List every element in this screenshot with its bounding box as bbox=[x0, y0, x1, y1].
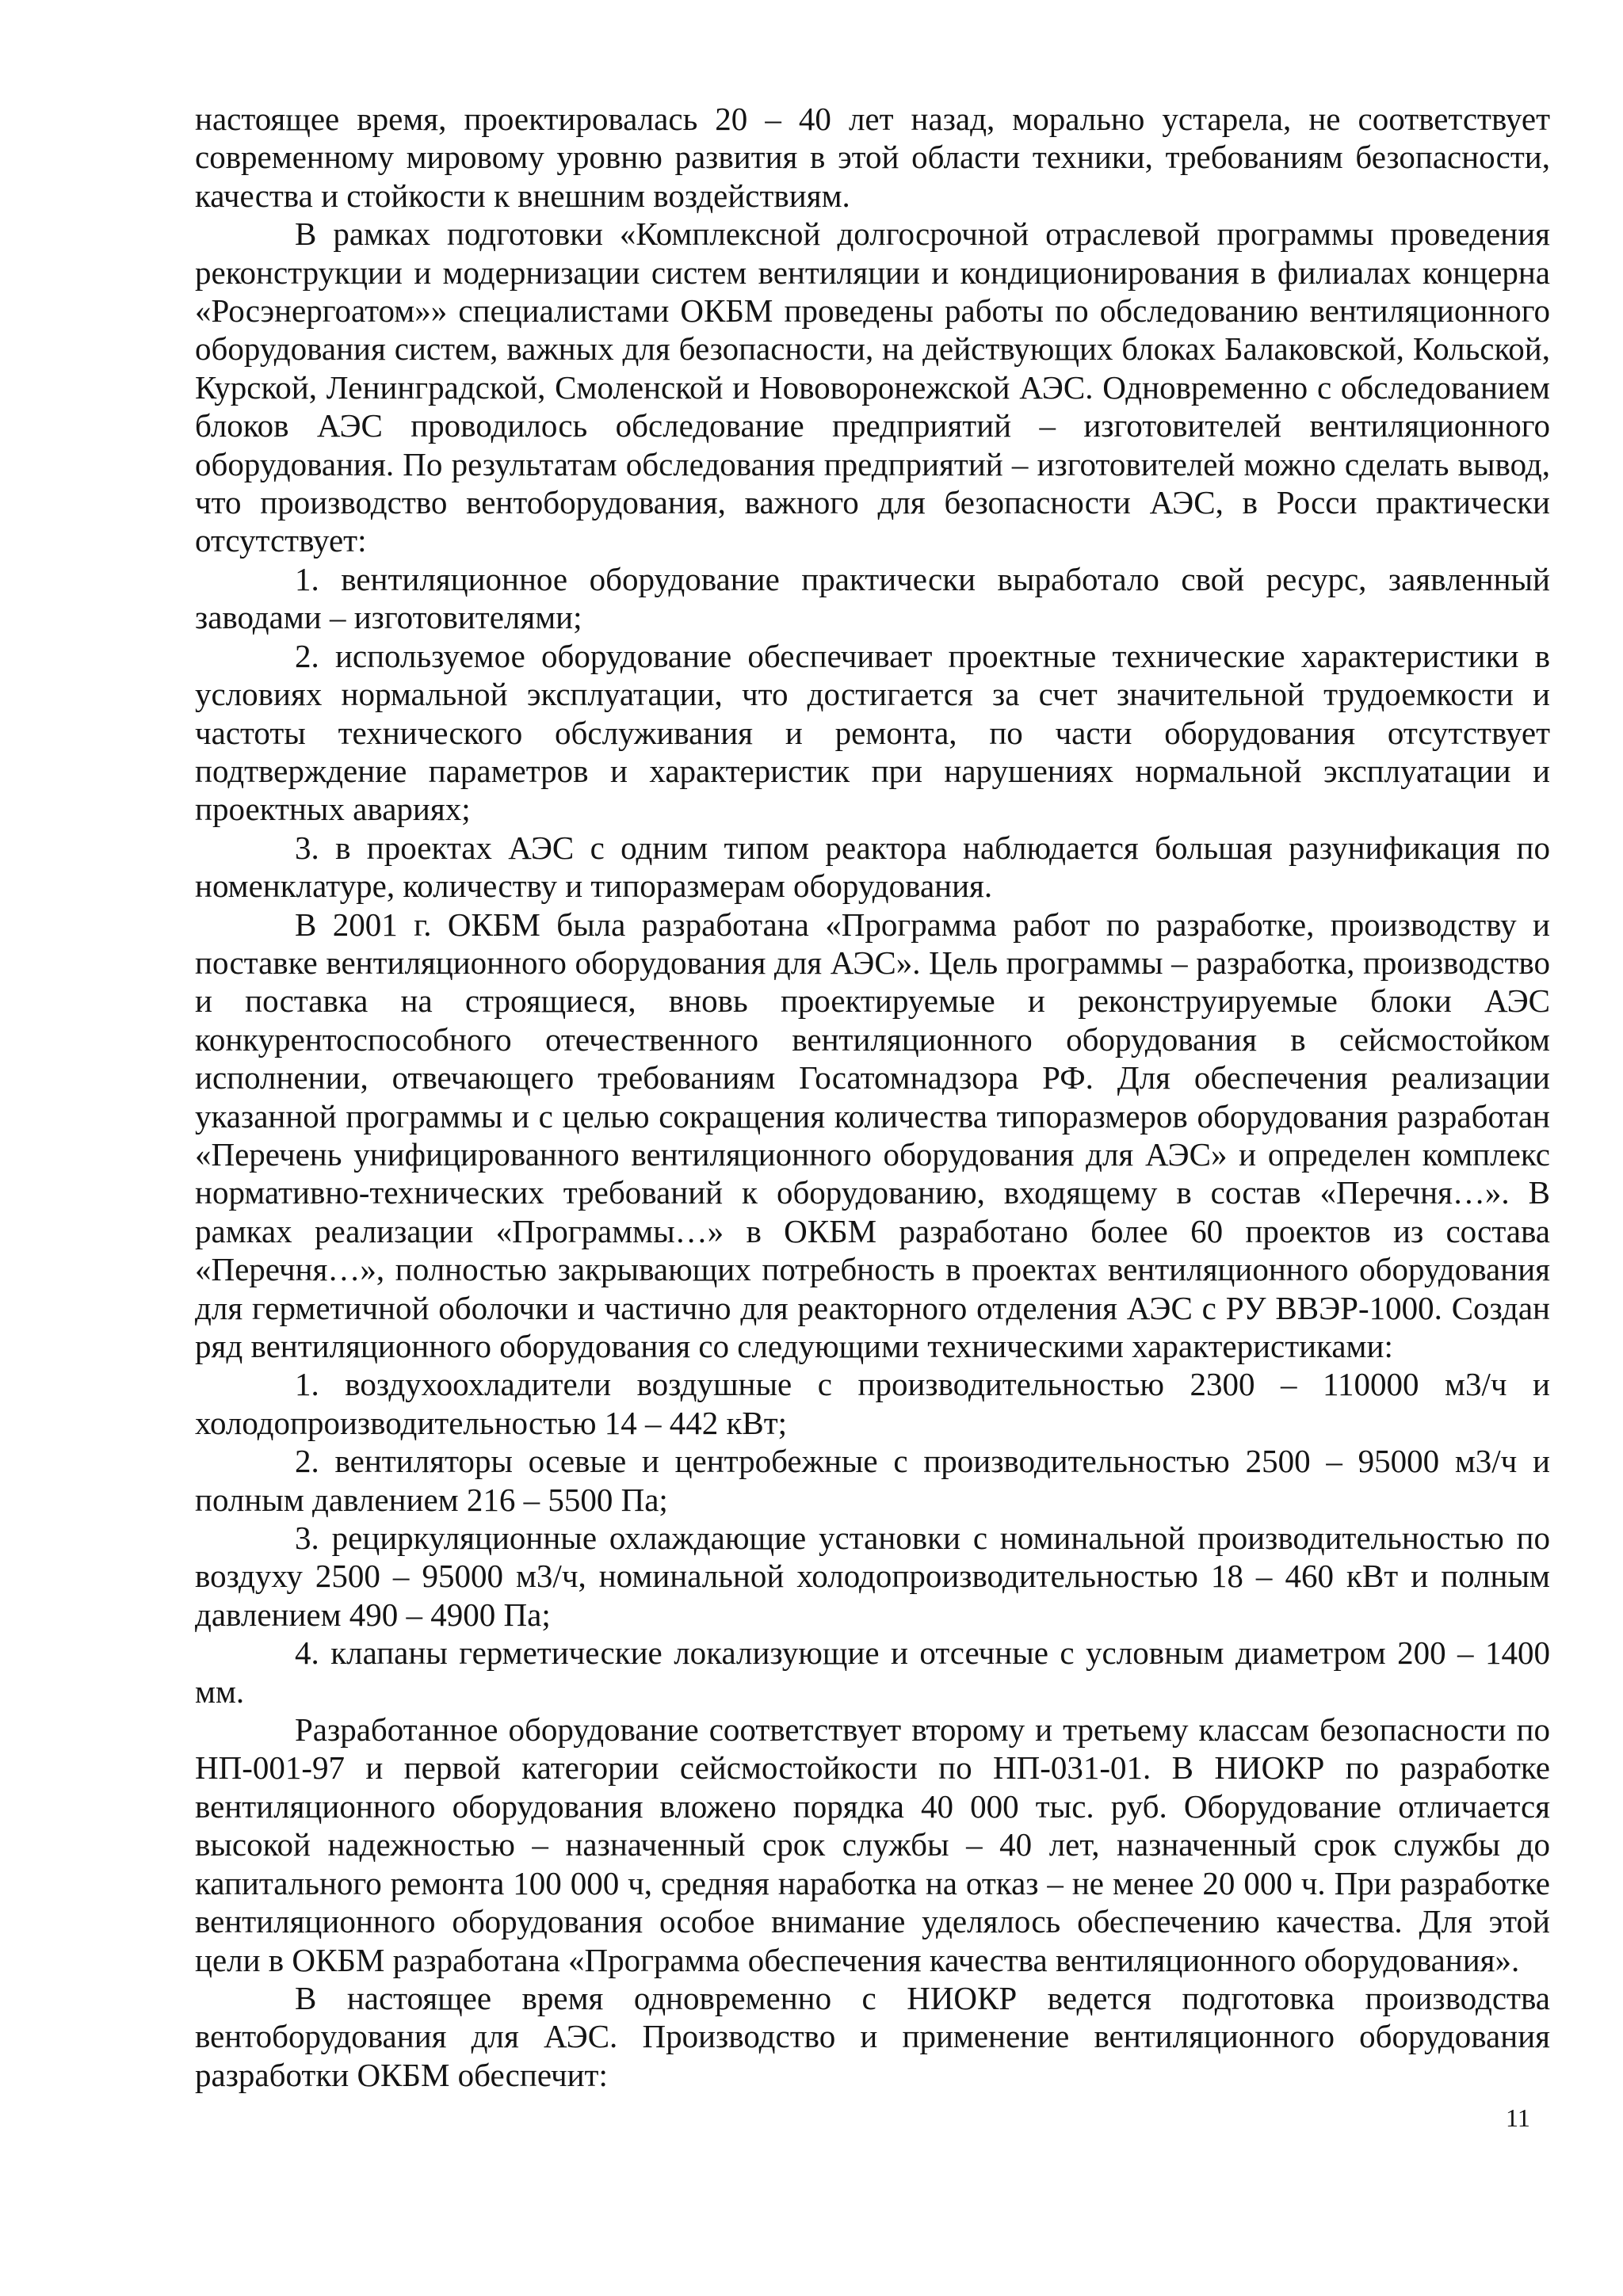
document-body bbox=[195, 100, 1550, 2094]
spec-item-4: 4. клапаны герметические локализующие и отсечные с условным диаметром 200 – 1400 мм. bbox=[195, 1634, 1550, 1710]
paragraph-safety-class: Разработанное оборудование соответствует второму и третьему классам безопасности по НП-001-97 и первой категории сейсмостойкости по НП-031-01. В НИОКР по разработке вентиляционного оборудования вложено порядка 40 000 тыс. руб. Оборудование отличается высокой надежностью – назначенный срок службы – 40 лет, назначенный срок службы до капитального ремонта 100 000 ч, средняя наработка на отказ – не менее 20 000 ч. При разработке вентиляционного оборудования особое внимание уделялось обеспечению качества. Для этой цели в ОКБМ разработана «Программа обеспечения качества вентиляционного оборудования». bbox=[195, 1711, 1550, 1978]
list-item-3: 3. в проектах АЭС с одним типом реактора наблюдается большая разунификация по номенклатуре, количеству и типоразмерам оборудования. bbox=[195, 829, 1550, 905]
page-number: 11 bbox=[1506, 2103, 1530, 2132]
spec-item-1: 1. воздухоохладители воздушные с производительностью 2300 – 110000 м3/ч и холодопроизводительностью 14 – 442 кВт; bbox=[195, 1366, 1550, 1441]
paragraph-survey: В рамках подготовки «Комплексной долгосрочной отраслевой программы проведения реконструкции и модернизации систем вентиляции и кондиционирования в филиалах концерна «Росэнергоатом»» специалистами ОКБМ проведены работы по обследованию вентиляционного оборудования систем, важных для безопасности, на действующих блоках Балаковской, Кольской, Курской, Ленинградской, Смоленской и Нововоронежской АЭС. Одновременно с обследованием блоков АЭС проводилось обследование предприятий – изготовителей вентиляционного оборудования. По результатам обследования предприятий – изготовителей можно сделать вывод, что производство вентоборудования, важного для безопасности АЭС, в Росси практически отсутствует: bbox=[195, 215, 1550, 559]
spec-item-3: 3. рециркуляционные охлаждающие установки с номинальной производительностью по воздуху 2500 – 95000 м3/ч, номинальной холодопроизводительностью 18 – 460 кВт и полным давлением 490 – 4900 Па; bbox=[195, 1520, 1550, 1633]
paragraph-production: В настоящее время одновременно с НИОКР ведется подготовка производства вентоборудования для АЭС. Производство и применение вентиляционного оборудования разработки ОКБМ обеспечит: bbox=[195, 1979, 1550, 2093]
paragraph-continuation: настоящее время, проектировалась 20 – 40 лет назад, морально устарела, не соответствует современному мировому уровню развития в этой области техники, требованиям безопасности, качества и стойкости к внешним воздействиям. bbox=[195, 101, 1550, 214]
list-item-1: 1. вентиляционное оборудование практически выработало свой ресурс, заявленный заводами – изготовителями; bbox=[195, 560, 1550, 636]
list-item-2: 2. используемое оборудование обеспечивает проектные технические характеристики в условиях нормальной эксплуатации, что достигается за счет значительной трудоемкости и частоты технического обслуживания и ремонта, по части оборудования отсутствует подтверждение параметров и характеристик при нарушениях нормальной эксплуатации и проектных авариях; bbox=[195, 637, 1550, 828]
spec-item-2: 2. вентиляторы осевые и центробежные с производительностью 2500 – 95000 м3/ч и полным давлением 216 – 5500 Па; bbox=[195, 1443, 1550, 1518]
paragraph-program-2001: В 2001 г. ОКБМ была разработана «Программа работ по разработке, производству и поставке вентиляционного оборудования для АЭС». Цель программы – разработка, производство и поставка на строящиеся, вновь проектируемые и реконструируемые блоки АЭС конкурентоспособного отечественного вентиляционного оборудования в сейсмостойком исполнении, отвечающего требованиям Госатомнадзора РФ. Для обеспечения реализации указанной программы и с целью сокращения количества типоразмеров оборудования разработан «Перечень унифицированного вентиляционного оборудования для АЭС» и определен комплекс нормативно-технических требований к оборудованию, входящему в состав «Перечня…». В рамках реализации «Программы…» в ОКБМ разработано более 60 проектов из состава «Перечня…», полностью закрывающих потребность в проектах вентиляционного оборудования для герметичной оболочки и частично для реакторного отделения АЭС с РУ ВВЭР-1000. Создан ряд вентиляционного оборудования со следующими техническими характеристиками: bbox=[195, 906, 1550, 1364]
